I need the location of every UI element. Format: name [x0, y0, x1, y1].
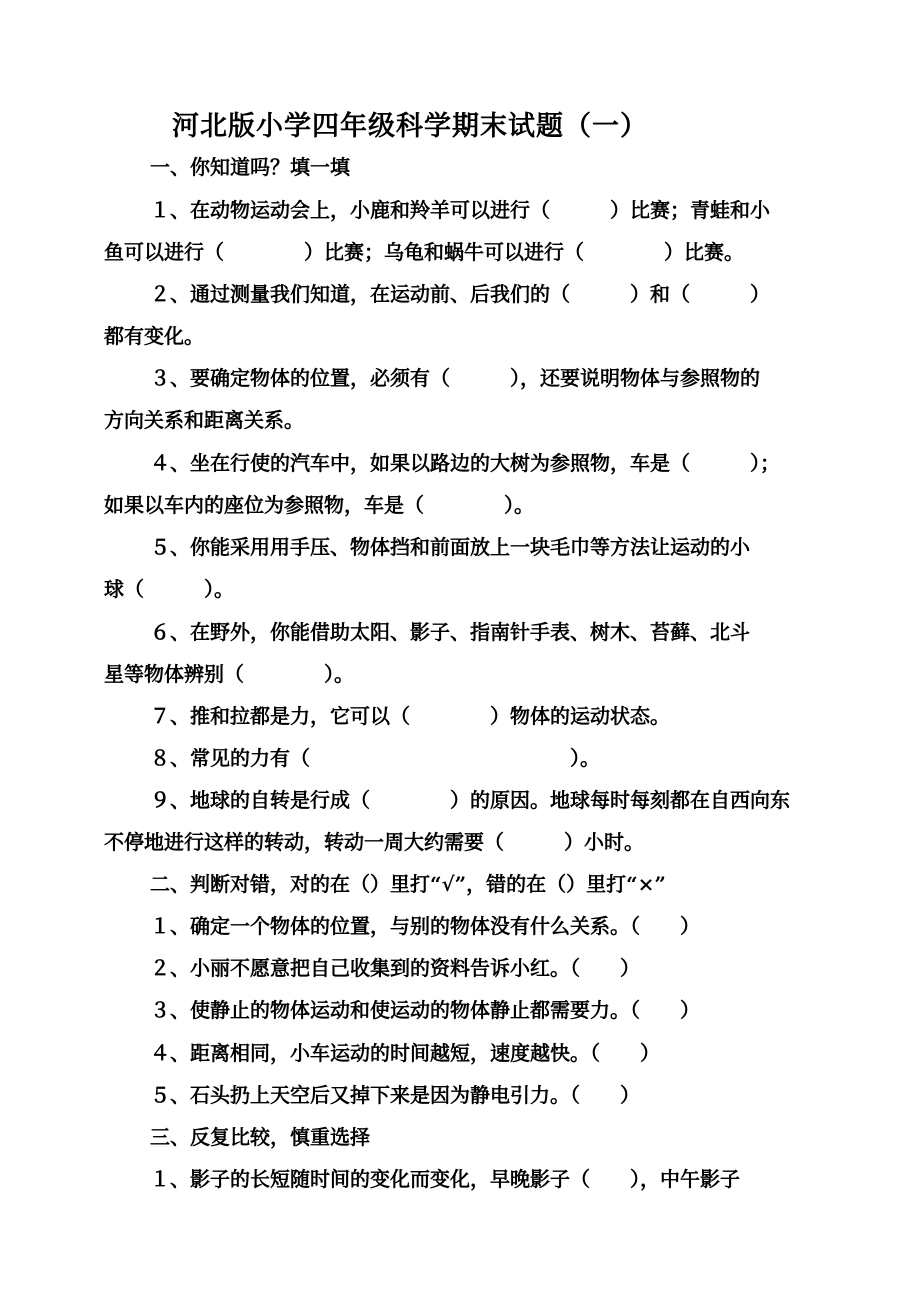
section-3-heading: 三、反复比较，慎重选择	[150, 1125, 370, 1149]
exam-title: 河北版小学四年级科学期末试题（一）	[172, 111, 648, 142]
question-9-line-1: ９、地球的自转是行成（ ）的原因。地球每时每刻都在自西向东	[150, 788, 790, 812]
question-7-line-1: ７、推和拉都是力，它可以（ ）物体的运动状态。	[150, 704, 670, 728]
section-1-heading: 一、你知道吗？填一填	[150, 155, 350, 179]
question-6-line-1: ６、在野外，你能借助太阳、影子、指南针手表、树木、苔藓、北斗	[150, 620, 750, 644]
question-1-line-1: １、在动物运动会上，小鹿和羚羊可以进行（ ）比赛；青蛙和小	[150, 198, 770, 222]
judge-item-2: ２、小丽不愿意把自己收集到的资料告诉小红。（ ）	[150, 956, 640, 980]
question-5-line-1: ５、你能采用用手压、物体挡和前面放上一块毛巾等方法让运动的小	[150, 535, 750, 559]
question-3-line-1: ３、要确定物体的位置，必须有（ ），还要说明物体与参照物的	[150, 366, 760, 390]
question-6-line-2: 星等物体辨别（ ）。	[104, 662, 354, 686]
question-2-line-1: ２、通过测量我们知道，在运动前、后我们的（ ）和（ ）	[150, 282, 770, 306]
judge-item-3: ３、使静止的物体运动和使运动的物体静止都需要力。（ ）	[150, 998, 700, 1022]
judge-item-1: １、确定一个物体的位置，与别的物体没有什么关系。（ ）	[150, 914, 700, 938]
question-4-line-1: ４、坐在行使的汽车中，如果以路边的大树为参照物，车是（ ）；	[150, 451, 780, 475]
question-2-line-2: 都有变化。	[104, 324, 204, 348]
judge-item-4: ４、距离相同，小车运动的时间越短，速度越快。（ ）	[150, 1041, 660, 1065]
question-5-line-2: 球（ ）。	[104, 577, 234, 601]
question-9-line-2: 不停地进行这样的转动，转动一周大约需要（ ）小时。	[104, 830, 644, 854]
question-8-line-1: ８、常见的力有（ ）。	[150, 746, 600, 770]
judge-item-5: ５、石头扔上天空后又掉下来是因为静电引力。（ ）	[150, 1083, 640, 1107]
question-4-line-2: 如果以车内的座位为参照物，车是（ ）。	[104, 493, 534, 517]
section-2-heading: 二、判断对错，对的在（）里打“√”，错的在（）里打“×”	[150, 872, 666, 896]
question-1-line-2: 鱼可以进行（ ）比赛；乌龟和蜗牛可以进行（ ）比赛。	[104, 240, 744, 264]
choice-item-1: １、影子的长短随时间的变化而变化，早晚影子（ ），中午影子	[150, 1167, 740, 1191]
question-3-line-2: 方向关系和距离关系。	[104, 408, 304, 432]
